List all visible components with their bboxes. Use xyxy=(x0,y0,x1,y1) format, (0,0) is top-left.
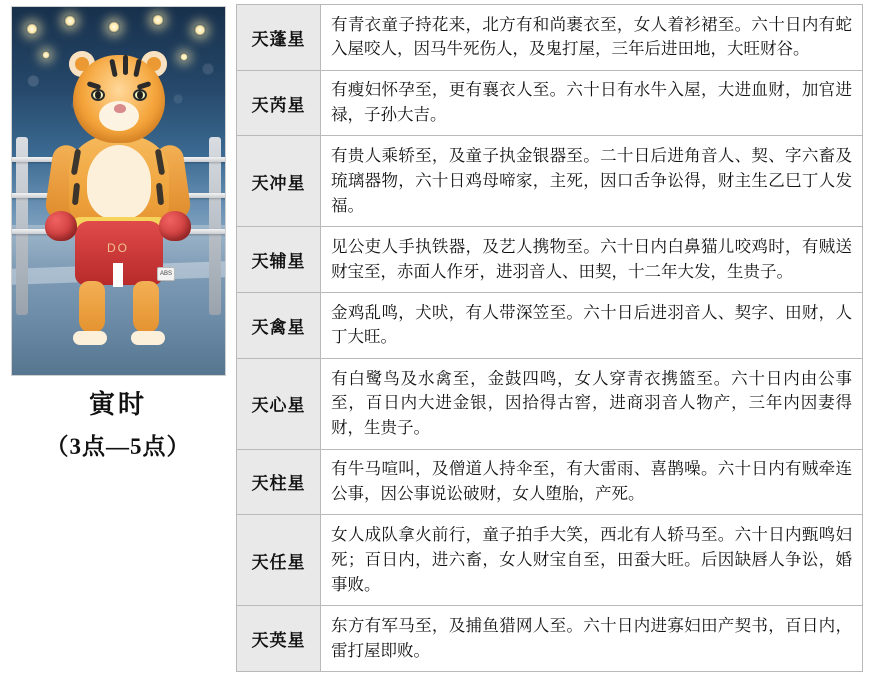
star-text-cell: 有牛马喧叫，及僧道人持伞至，有大雷雨、喜鹊噪。六十日内有贼牵连公事，因公事说讼破财，女人堕胎，产死。 xyxy=(321,449,863,515)
table-row xyxy=(237,70,863,136)
table-row xyxy=(237,293,863,359)
star-name-cell: 天柱星 xyxy=(237,449,321,515)
table-row xyxy=(237,606,863,672)
star-text-cell: 见公吏人手执铁器，及艺人携物至。六十日内白鼻猫儿咬鸡时，有贼送财宝至，赤面人作牙，进羽音人、田契，十二年大发，生贵子。 xyxy=(321,227,863,293)
star-text-cell: 有瘦妇怀孕至，更有襄衣人至。六十日有水牛入屋，大进血财，加官进禄，子孙大吉。 xyxy=(321,70,863,136)
star-text-cell: 有白鹭鸟及水禽至，金鼓四鸣，女人穿青衣携篮至。六十日内由公事至，百日内大进金银，因拾得古窖，进商羽音人物产，三年内因妻得财，生贵子。 xyxy=(321,358,863,449)
ring-post-right xyxy=(209,137,221,315)
star-text-cell: 有青衣童子持花来，北方有和尚裹衣至，女人着衫裙至。六十日内有蛇入屋咬人，因马牛死伤人，及鬼打屋，三年后进田地，大旺财谷。 xyxy=(321,5,863,71)
table-row xyxy=(237,515,863,606)
tiger-eye-right xyxy=(133,89,147,101)
illustration-column xyxy=(0,0,236,676)
table-row xyxy=(237,358,863,449)
hour-range-label: （3点—5点） xyxy=(45,433,191,459)
tiger-head-stripe xyxy=(133,59,142,78)
stars-table-wrapper xyxy=(236,0,869,676)
shorts-tag: ABS xyxy=(157,267,175,281)
boxing-glove-right-icon xyxy=(159,211,191,241)
tiger-head xyxy=(73,55,165,143)
tiger-foot-right xyxy=(131,331,165,345)
star-name-cell: 天蓬星 xyxy=(237,5,321,71)
shorts-text: DO xyxy=(107,241,129,255)
tiger-character xyxy=(43,49,193,369)
tiger-chest xyxy=(87,145,151,219)
tiger-nose xyxy=(114,104,126,113)
star-name-cell: 天芮星 xyxy=(237,70,321,136)
boxing-glove-left-icon xyxy=(45,211,77,241)
table-row xyxy=(237,5,863,71)
tiger-head-stripe xyxy=(123,55,128,75)
star-text-cell: 有贵人乘轿至，及童子执金银器至。二十日后进角音人、契、字六畜及琉璃器物，六十日鸡母啼家，主死，因口舌争讼得，财主生乙巳丁人发福。 xyxy=(321,136,863,227)
table-row xyxy=(237,227,863,293)
tiger-head-stripe xyxy=(109,59,118,78)
hour-caption xyxy=(46,388,191,461)
star-name-cell: 天禽星 xyxy=(237,293,321,359)
star-name-cell: 天冲星 xyxy=(237,136,321,227)
ring-post-left xyxy=(16,137,28,315)
star-name-cell: 天心星 xyxy=(237,358,321,449)
tiger-legs xyxy=(77,281,161,339)
star-text-cell: 东方有军马至，及捕鱼猎网人至。六十日内进寡妇田产契书，百日内，雷打屋即败。 xyxy=(321,606,863,672)
hour-label: 寅时 xyxy=(88,390,147,419)
star-text-cell: 金鸡乱鸣，犬吠，有人带深笠至。六十日后进羽音人、契字、田财，人丁大旺。 xyxy=(321,293,863,359)
star-name-cell: 天英星 xyxy=(237,606,321,672)
tiger-eye-left xyxy=(91,89,105,101)
table-row xyxy=(237,136,863,227)
boxing-tiger-illustration xyxy=(11,6,226,376)
star-text-cell: 女人成队拿火前行，童子拍手大笑，西北有人轿马至。六十日内甄鸣妇死；百日内，进六畜，女人财宝自至，田蚕大旺。后因缺唇人争讼，婚事败。 xyxy=(321,515,863,606)
star-name-cell: 天任星 xyxy=(237,515,321,606)
stars-table xyxy=(236,4,863,672)
star-name-cell: 天辅星 xyxy=(237,227,321,293)
table-row xyxy=(237,449,863,515)
tiger-foot-left xyxy=(73,331,107,345)
tiger-leg-left xyxy=(79,281,105,333)
tiger-leg-right xyxy=(133,281,159,333)
